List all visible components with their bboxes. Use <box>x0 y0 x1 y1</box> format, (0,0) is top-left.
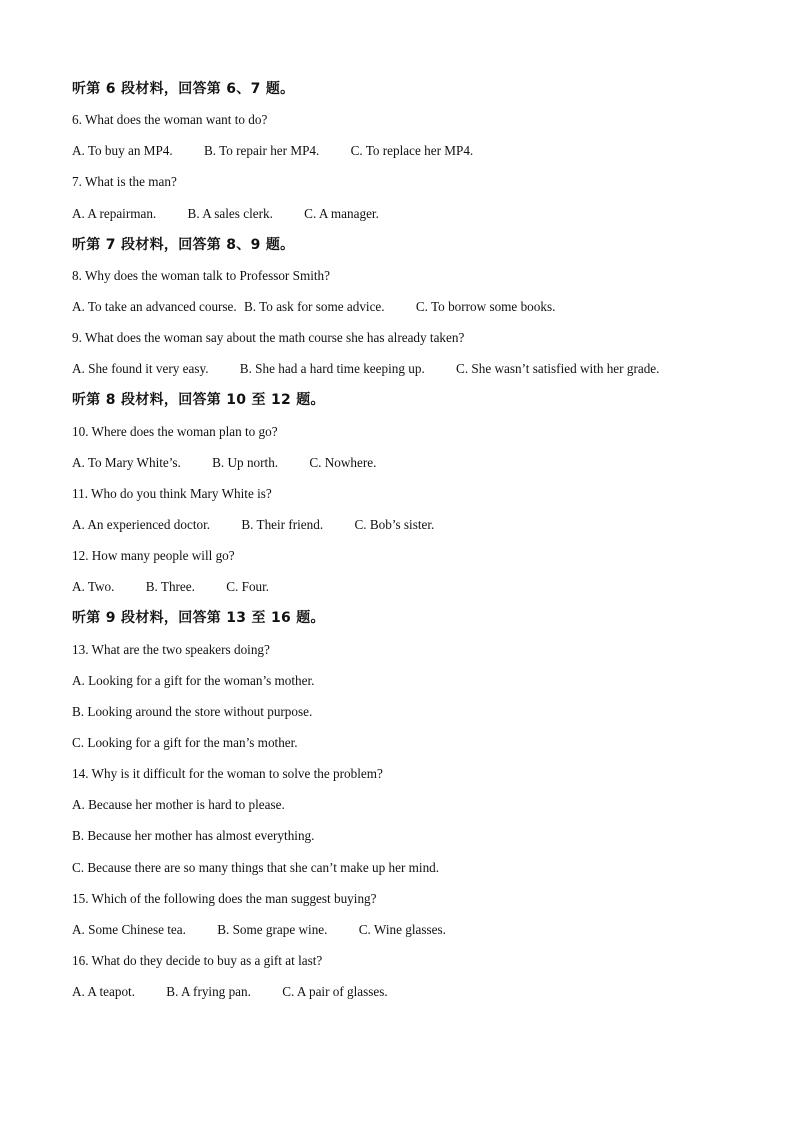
option-a: A. Because her mother is hard to please. <box>72 797 285 813</box>
option-c: C. Nowhere. <box>309 454 377 470</box>
option-c: C. To replace her MP4. <box>350 143 474 159</box>
option-b: B. A sales clerk. <box>187 205 273 221</box>
option-a: A. Two. <box>72 579 115 595</box>
option-c: C. Because there are so many things that she can’t make up her mind. <box>72 859 440 875</box>
option-c: C. Looking for a gift for the man’s mother. <box>72 734 298 750</box>
question-text: 15. Which of the following does the man suggest buying? <box>72 890 377 906</box>
option-a: A. To buy an MP4. <box>72 143 173 159</box>
option-b: B. Up north. <box>212 454 279 470</box>
question-text: 7. What is the man? <box>72 174 177 190</box>
option-a: A. To take an advanced course. <box>72 298 237 314</box>
question-text: 10. Where does the woman plan to go? <box>72 423 278 439</box>
option-a: A. A teapot. <box>72 984 135 1000</box>
option-b: B. To repair her MP4. <box>203 143 320 159</box>
option-a: A. Some Chinese tea. <box>72 921 186 937</box>
options-row <box>72 452 752 483</box>
options-row <box>72 514 752 545</box>
option-c: C. She wasn’t satisfied with her grade. <box>456 361 660 377</box>
option-b: B. She had a hard time keeping up. <box>239 361 425 377</box>
options-row <box>72 919 752 950</box>
options-row <box>72 576 752 607</box>
option-b: B. Three. <box>145 579 195 595</box>
exam-page <box>72 78 752 1012</box>
question-text: 11. Who do you think Mary White is? <box>72 485 272 501</box>
options-row <box>72 140 752 171</box>
question-text: 16. What do they decide to buy as a gift at last? <box>72 952 323 968</box>
question-text: 8. Why does the woman talk to Professor Smith? <box>72 267 330 283</box>
option-a: A. To Mary White’s. <box>72 454 181 470</box>
section-header: 听第 9 段材料，回答第 13 至 16 题。 <box>72 610 325 627</box>
option-c: C. To borrow some books. <box>415 298 556 314</box>
question-text: 9. What does the woman say about the math course she has already taken? <box>72 330 465 346</box>
question-text: 12. How many people will go? <box>72 548 235 564</box>
option-c: C. A pair of glasses. <box>282 984 388 1000</box>
option-c: C. Wine glasses. <box>358 921 446 937</box>
option-c: C. A manager. <box>304 205 379 221</box>
question-text: 14. Why is it difficult for the woman to solve the problem? <box>72 766 383 782</box>
options-row <box>72 981 752 1012</box>
option-a: A. A repairman. <box>72 205 157 221</box>
question-text: 6. What does the woman want to do? <box>72 112 268 128</box>
option-b: B. Some grape wine. <box>217 921 328 937</box>
option-a: A. Looking for a gift for the woman’s mother. <box>72 672 315 688</box>
options-row <box>72 358 752 389</box>
option-b: B. Because her mother has almost everything. <box>72 828 315 844</box>
question-text: 13. What are the two speakers doing? <box>72 641 270 657</box>
section-header: 听第 6 段材料，回答第 6、7 题。 <box>72 81 295 97</box>
options-row <box>72 296 752 327</box>
section-header: 听第 8 段材料，回答第 10 至 12 题。 <box>72 392 325 409</box>
option-b: B. Looking around the store without purpose. <box>72 703 313 719</box>
section-header: 听第 7 段材料，回答第 8、9 题。 <box>72 236 295 253</box>
options-row <box>72 203 752 234</box>
option-a: A. An experienced doctor. <box>72 516 211 532</box>
option-b: B. Their friend. <box>241 516 324 532</box>
option-c: C. Bob’s sister. <box>354 516 435 532</box>
option-b: B. A frying pan. <box>166 984 251 1000</box>
option-c: C. Four. <box>226 579 270 595</box>
option-b: B. To ask for some advice. <box>244 298 385 314</box>
option-a: A. She found it very easy. <box>72 361 209 377</box>
